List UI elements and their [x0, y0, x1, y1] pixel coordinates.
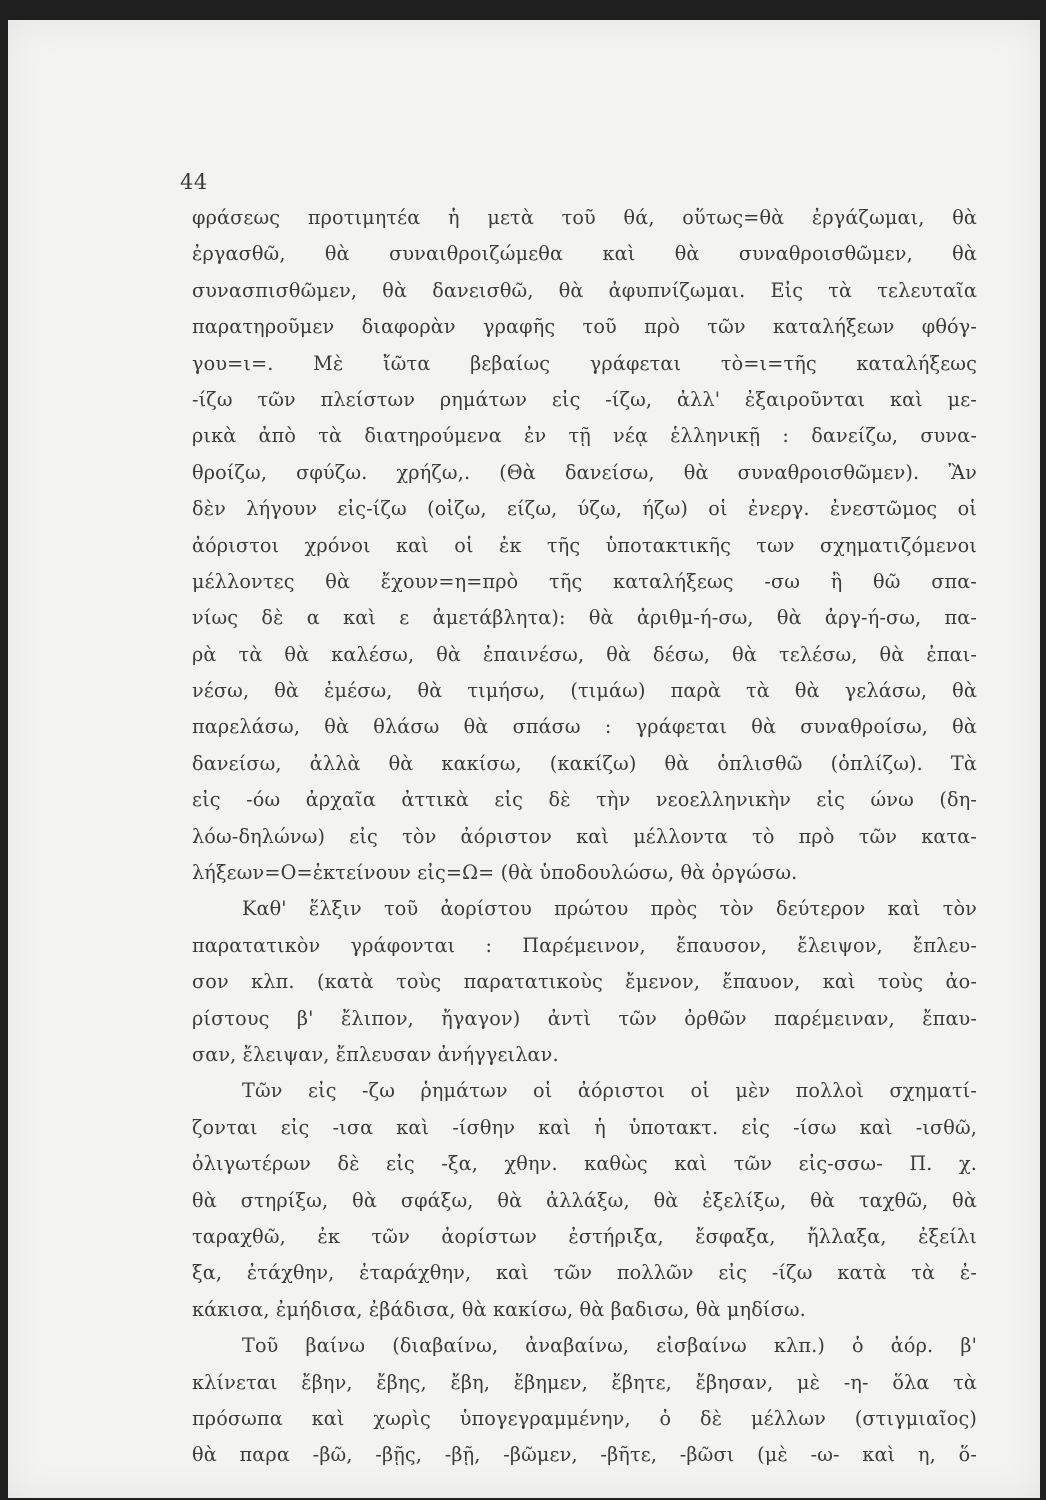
text-line: παρατατικὸν γράφονται : Παρέμεινον, ἔπαυσον, ἔλειψον, ἔπλευ- [192, 933, 977, 957]
page-number: 44 [180, 170, 208, 194]
text-line: εἰς -όω ἀρχαῖα ἀττικὰ εἰς δὲ τὴν νεοελληνικὴν εἰς ώνω (δη- [192, 788, 977, 812]
text-line: μέλλοντες θὰ ἔχουν=η=πρὸ τῆς καταλήξεως -σω ἢ θῶ σπα- [192, 569, 977, 593]
text-line: ξα, ἐτάχθην, ἐταράχθην, καὶ τῶν πολλῶν εἰς -ίζω κατὰ τὰ ἐ- [192, 1261, 977, 1285]
text-line: παρελάσω, θὰ θλάσω θὰ σπάσω : γράφεται θὰ συναθροίσω, θὰ [192, 715, 977, 739]
text-line: ρίστους β' ἔλιπον, ἤγαγον) ἀντὶ τῶν ὀρθῶν παρέμειναν, ἔπαυ- [192, 1006, 977, 1030]
text-line: ἀόριστοι χρόνοι καὶ οἱ ἐκ τῆς ὑποτακτικῆς των σχηματιζόμενοι [192, 533, 977, 557]
text-line: ἐργασθῶ, θὰ συναιθροιζώμεθα καὶ θὰ συναθροισθῶμεν, θὰ [192, 242, 977, 266]
text-line: Τοῦ βαίνω (διαβαίνω, ἀναβαίνω, εἰσβαίνω κλπ.) ὁ ἀόρ. β' [242, 1334, 977, 1358]
text-line: συνασπισθῶμεν, θὰ δανεισθῶ, θὰ ἀφυπνίζωμαι. Εἰς τὰ τελευταῖα [192, 278, 977, 302]
text-line: σαν, ἔλειψαν, ἔπλευσαν ἀνήγγειλαν. [192, 1042, 559, 1066]
text-line: σον κλπ. (κατὰ τοὺς παρατατικοὺς ἔμενον, ἔπαυον, καὶ τοὺς ἀο- [192, 970, 977, 994]
text-line: φράσεως προτιμητέα ἡ μετὰ τοῦ θά, οὕτως=θὰ ἐργάζωμαι, θὰ [192, 206, 977, 229]
text-line: γου=ι=. Μὲ ἴῶτα βεβαίως γράφεται τὸ=ι=τῆς καταλήξεως [192, 351, 977, 375]
text-line: δανείσω, ἀλλὰ θὰ κακίσω, (κακίζω) θὰ ὁπλισθῶ (ὁπλίζω). Τὰ [192, 751, 977, 775]
body-text [192, 200, 977, 1474]
text-line: Καθ' ἕλξιν τοῦ ἀορίστου πρώτου πρὸς τὸν δεύτερον καὶ τὸν [242, 897, 977, 921]
text-line: -ίζω τῶν πλείστων ρημάτων εἰς -ίζω, ἀλλ' ἐξαιροῦνται καὶ με- [192, 387, 977, 411]
text-line: ρὰ τὰ θὰ καλέσω, θὰ ἐπαινέσω, θὰ δέσω, θὰ τελέσω, θὰ ἐπαι- [192, 642, 977, 666]
text-line: Τῶν εἰς -ζω ῥημάτων οἱ ἀόριστοι οἱ μὲν πολλοὶ σχηματί- [242, 1079, 977, 1103]
text-line: παρατηροῦμεν διαφορὰν γραφῆς τοῦ πρὸ τῶν καταλήξεων φθόγ- [192, 315, 977, 339]
text-line: ρικὰ ἀπὸ τὰ διατηρούμενα ἐν τῇ νέᾳ ἑλληνικῇ : δανείζω, συνα- [192, 424, 977, 448]
text-line: ταραχθῶ, ἐκ τῶν ἀορίστων ἐστήριξα, ἔσφαξα, ἤλλαξα, ἐξείλι [192, 1224, 977, 1248]
text-line: νέσω, θὰ ἐμέσω, θὰ τιμήσω, (τιμάω) παρὰ τὰ θὰ γελάσω, θὰ [192, 679, 977, 703]
text-line: θὰ παρα -βῶ, -βῇς, -βῇ, -βῶμεν, -βῆτε, -βῶσι (μὲ -ω- καὶ η, ὅ- [192, 1443, 977, 1467]
text-line: πρόσωπα καὶ χωρὶς ὑπογεγραμμένην, ὁ δὲ μέλλων (στιγμιαῖος) [192, 1406, 977, 1430]
text-line: δὲν λήγουν εἰς-ίζω (οἰζω, είζω, ύζω, ήζω) οἱ ἐνεργ. ἐνεστῶμος οἱ [192, 497, 977, 521]
text-line: ὀλιγωτέρων δὲ εἰς -ξα, χθην. καθὼς καὶ τῶν εἰς-σσω- Π. χ. [192, 1152, 977, 1176]
text-line: λήξεων=Ο=ἐκτείνουν εἰς=Ω= (θὰ ὑποδουλώσω, θὰ ὀργώσω. [192, 861, 798, 885]
text-line: θροίζω, σφύζω. χρήζω,. (Θὰ δανείσω, θὰ συναθροισθῶμεν). Ἂν [192, 460, 977, 484]
text-line: νίως δὲ α καὶ ε ἀμετάβλητα): θὰ ἀριθμ-ή-σω, θὰ ἀργ-ή-σω, πα- [192, 606, 977, 630]
text-line: κλίνεται ἔβην, ἔβης, ἔβη, ἔβημεν, ἔβητε, ἔβησαν, μὲ -η- ὅλα τὰ [192, 1370, 977, 1394]
text-line: θὰ στηρίξω, θὰ σφάξω, θὰ ἀλλάξω, θὰ ἐξελίξω, θὰ ταχθῶ, θὰ [192, 1188, 977, 1212]
text-line: λόω-δηλώνω) εἰς τὸν ἀόριστον καὶ μέλλοντα τὸ πρὸ τῶν κατα- [192, 824, 977, 848]
text-line: ζονται εἰς -ισα καὶ -ίσθην καὶ ἡ ὑποτακτ. εἰς -ίσω καὶ -ισθῶ, [192, 1115, 977, 1139]
text-line: κάκισα, ἐμήδισα, ἐβάδισα, θὰ κακίσω, θὰ βαδισω, θὰ μηδίσω. [192, 1297, 806, 1321]
